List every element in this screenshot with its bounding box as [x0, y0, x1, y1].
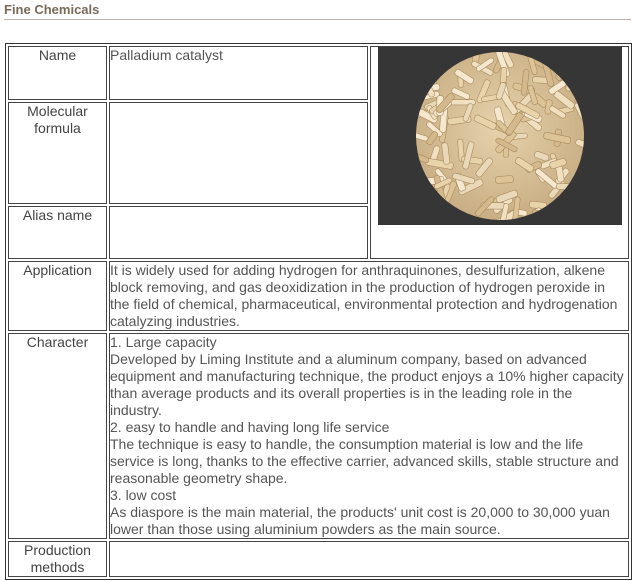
- application-value: It is widely used for adding hydrogen for anthraquinones, desulfurization, alkene block removing, and gas deoxidization in the production of hydrogen peroxide in the field of chemical, pharmaceutical, environmental protection and hydrogenation catalyzing industries.: [109, 261, 629, 331]
- spec-table: [5, 43, 632, 580]
- production-label: Production methods: [8, 541, 107, 577]
- alias-value: [109, 206, 368, 259]
- character-label: Character: [8, 333, 107, 539]
- catalyst-pellets-photo: [378, 47, 622, 225]
- name-label: Name: [8, 46, 107, 100]
- character-value: [109, 333, 629, 539]
- name-value: Palladium catalyst: [109, 46, 368, 100]
- character-line: Developed by Liming Institute and a aluminum company, based on advanced equipment and manufacturing technique, the product enjoys a 10% higher capacity than average products and its overall properties is in the leading role in the industry.: [110, 351, 624, 418]
- character-line: 3. low cost: [110, 487, 177, 503]
- title-divider: [4, 19, 631, 20]
- character-line: The technique is easy to handle, the consumption material is low and the life service is long, thanks to the effective carrier, advanced skills, stable structure and reasonable geometry shape.: [110, 436, 619, 486]
- formula-label: Molecular formula: [8, 102, 107, 204]
- formula-value: [109, 102, 368, 204]
- character-line: 2. easy to handle and having long life service: [110, 419, 390, 435]
- page-title: Fine Chemicals: [4, 2, 100, 17]
- alias-label: Alias name: [8, 206, 107, 259]
- character-line: 1. Large capacity: [110, 334, 217, 350]
- character-line: As diaspore is the main material, the products' unit cost is 20,000 to 30,000 yuan lower than those using aluminium powders as the main source.: [110, 504, 610, 537]
- production-value: [109, 541, 629, 577]
- application-label: Application: [8, 261, 107, 331]
- product-image-cell: [370, 46, 629, 259]
